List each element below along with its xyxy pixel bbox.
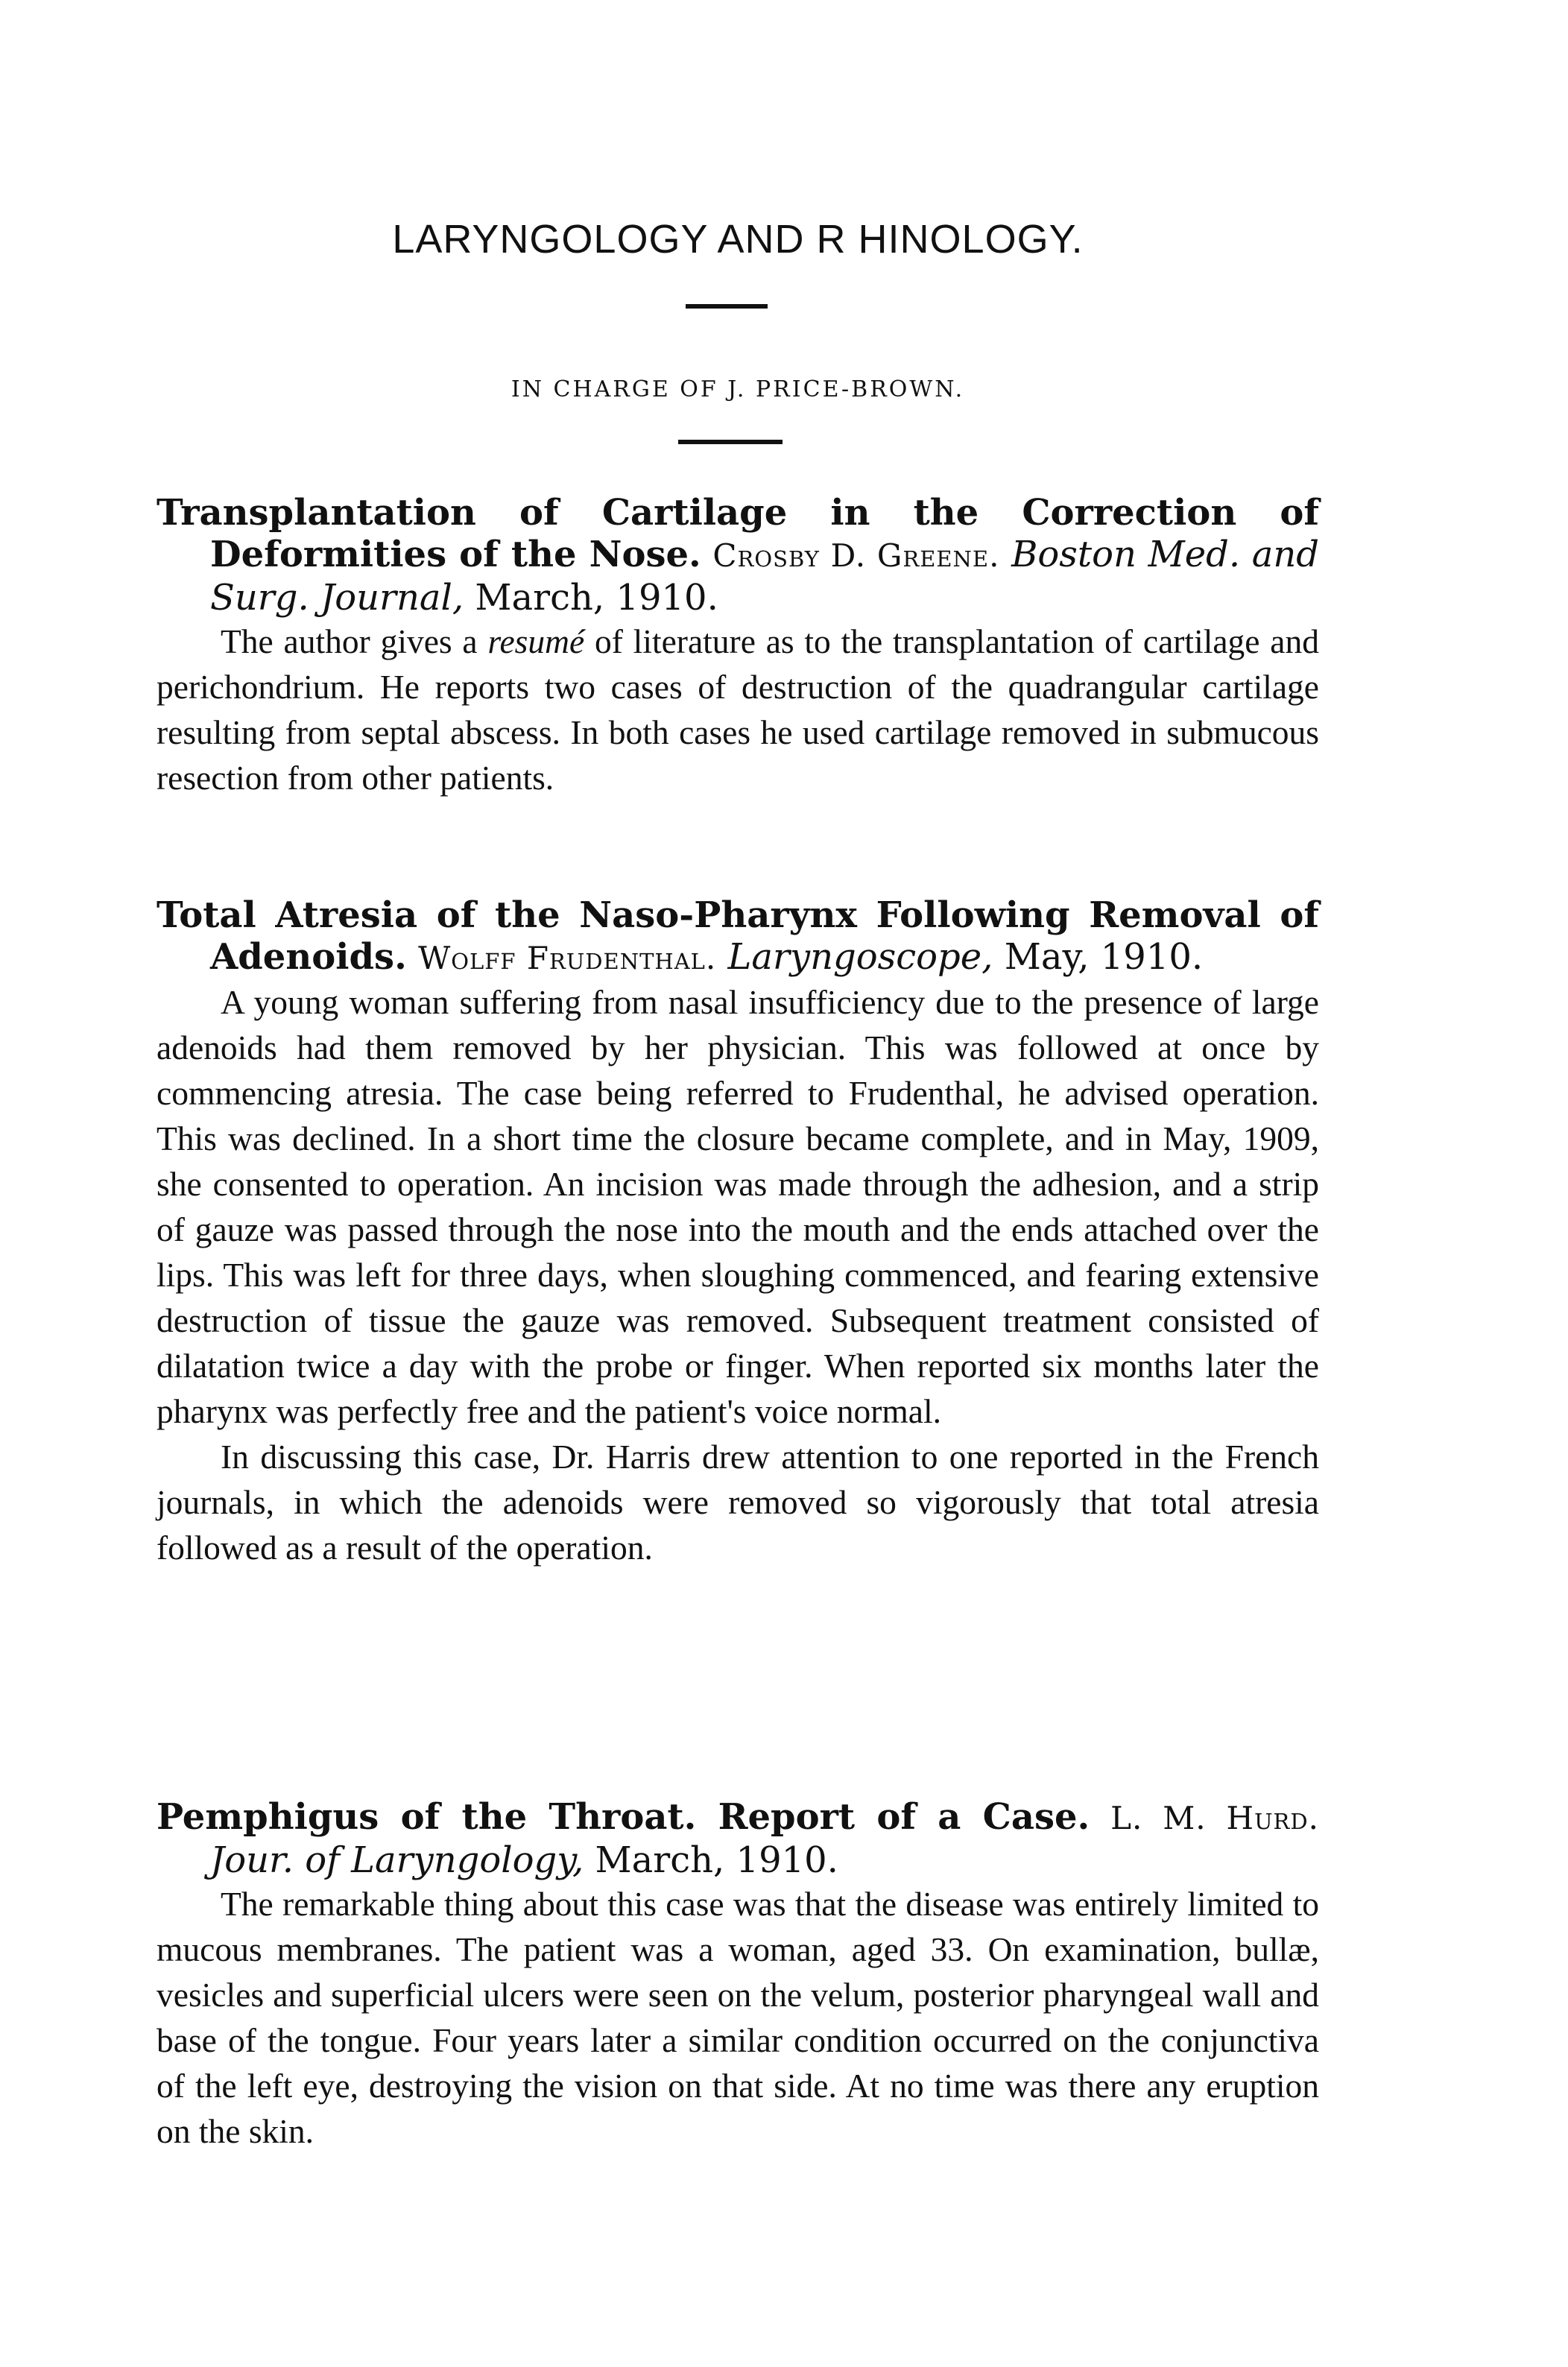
article-paragraph xyxy=(157,619,1319,800)
article-date: May, 1910. xyxy=(1004,936,1204,978)
paragraph-text: of literature as to the transplantation of cartilage and perichondrium. He reports two cases of destruction of the quadrangular cartilage resulting from septal abscess. In both cases he used cartilage removed in submucous resection from other patients. xyxy=(157,622,1319,797)
article-heading xyxy=(157,894,1319,979)
paragraph-text: A young woman suffering from nasal insufficiency due to the presence of large adenoids had them removed by her physician. This was followed at once by commencing atresia. The case being referred to Frudenthal, he advised operation. This was declined. In a short time the closure became complete, and in May, 1909, she consented to operation. An incision was made through the adhesion, and a strip of gauze was passed through the nose into the mouth and the ends attached over the lips. This was left for three days, when sloughing commenced, and fearing extensive destruction of tissue the gauze was removed. Subsequent treatment consisted of dilatation twice a day with the probe or finger. When reported six months later the pharynx was perfectly free and the patient's voice normal. xyxy=(157,983,1319,1430)
paragraph-text: The author gives a xyxy=(221,622,488,660)
paragraph-text: In discussing this case, Dr. Harris drew attention to one reported in the French journals, in which the adenoids were removed so vigorously that total atresia followed as a result of the operation. xyxy=(157,1438,1319,1567)
editor-line: IN CHARGE OF J. PRICE-BROWN. xyxy=(510,376,965,402)
paragraph-italic-term: resumé xyxy=(487,622,585,660)
article-date: March, 1910. xyxy=(475,577,718,619)
article-cartilage-transplantation xyxy=(157,492,1319,800)
article-author: Crosby D. Greene. xyxy=(712,537,1000,574)
article-nasopharynx-atresia xyxy=(157,894,1319,1570)
article-heading xyxy=(157,1796,1319,1881)
title-divider xyxy=(686,304,768,309)
article-journal: Jour. of Laryngology, xyxy=(210,1839,584,1881)
article-author: Wolff Frudenthal. xyxy=(418,940,717,976)
article-title: Pemphigus of the Throat. Report of a Case. xyxy=(157,1796,1090,1838)
article-pemphigus-throat xyxy=(157,1796,1319,2154)
article-paragraph xyxy=(157,1881,1319,2154)
page-title: LARYNGOLOGY AND R HINOLOGY. xyxy=(392,217,1084,262)
section-divider xyxy=(678,440,783,444)
article-paragraph xyxy=(157,1434,1319,1570)
article-author: L. M. Hurd. xyxy=(1110,1800,1319,1836)
article-date: March, 1910. xyxy=(595,1839,838,1881)
article-title: Total Atresia of the Naso-Pharynx Following Removal of Adenoids. xyxy=(157,894,1319,978)
article-heading xyxy=(157,492,1319,619)
article-journal: Boston Med. and Surg. Journal, xyxy=(210,534,1319,619)
paragraph-text: The remarkable thing about this case was that the disease was entirely limited to mucous membranes. The patient was a woman, aged 33. On examination, bullæ, vesicles and superficial ulcers were seen on the velum, posterior pharyngeal wall and base of the tongue. Four years later a similar condition occurred on the conjunctiva of the left eye, destroying the vision on that side. At no time was there any eruption on the skin. xyxy=(157,1885,1319,2150)
article-journal: Laryngoscope, xyxy=(727,936,993,978)
article-paragraph xyxy=(157,979,1319,1434)
article-title: Transplantation of Cartilage in the Correction of Deformities of the Nose. xyxy=(157,492,1319,575)
